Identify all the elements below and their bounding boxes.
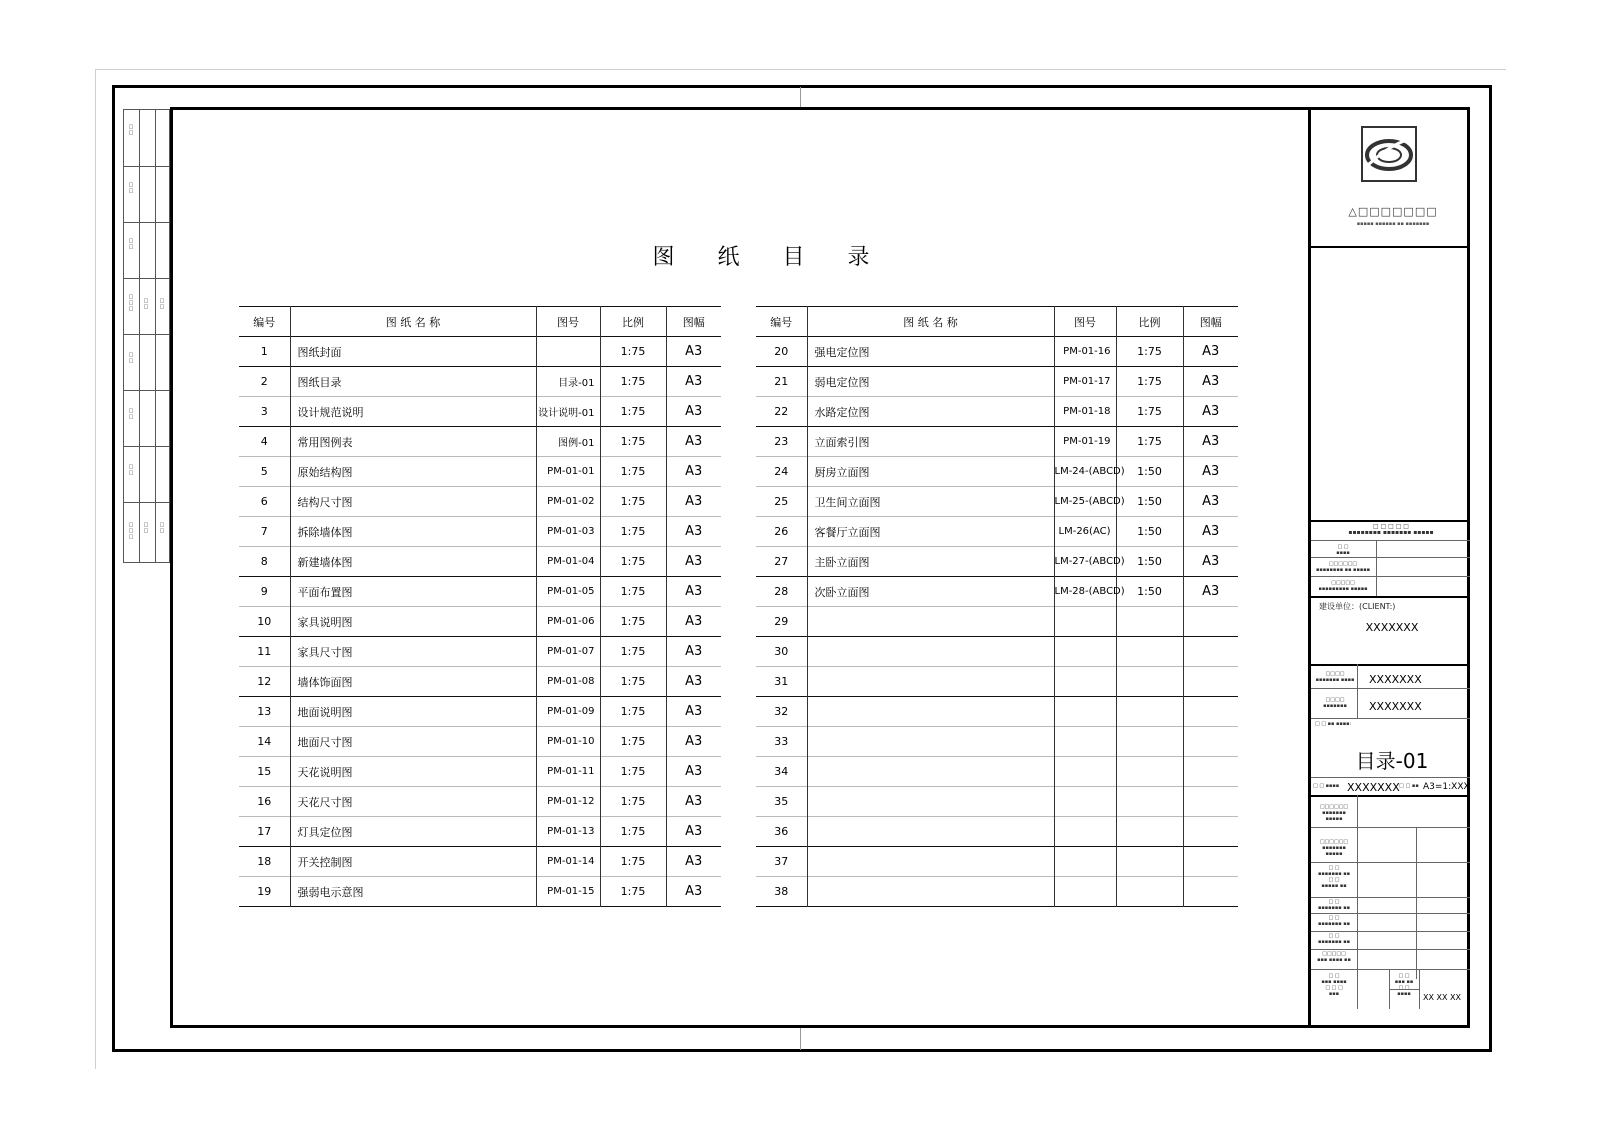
cell-num: 14 [239,727,290,757]
title-block [1308,107,1470,1028]
cell-num: 18 [239,847,290,877]
cell-size [1183,757,1238,787]
drawing-catalog-table-left [239,306,721,907]
cell-name: 主卧立面图 [807,547,1054,577]
file-code: XXXXXXX [1347,781,1400,794]
cell-name: 平面布置图 [290,577,536,607]
stamp-label-3: □□□□□ ▪▪▪▪▪▪▪▪▪ ▪▪▪▪▪ [1318,580,1368,592]
cell-scale: 1:75 [600,697,666,727]
cell-name: 地面尺寸图 [290,727,536,757]
table-row [239,487,721,517]
cell-size: A3 [666,787,721,817]
cell-scale [1116,877,1183,907]
company-name-logo-en: ▪▪▪▪▪ ▪▪▪▪▪▪ ▪▪ ▪▪▪▪▪▪▪ [1356,221,1430,227]
cell-size: A3 [666,427,721,457]
cell-code: LM-25-(ABCD) [1054,487,1116,517]
client-value: XXXXXXX [1365,621,1419,634]
header-scale: 比例 [600,307,666,337]
table-row [239,607,721,637]
table-row [239,787,721,817]
cell-code [536,337,600,367]
cell-code: PM-01-18 [1054,397,1116,427]
cell-name [807,787,1054,817]
cell-name: 新建墙体图 [290,547,536,577]
cell-name [807,877,1054,907]
header-size: 图幅 [1183,307,1238,337]
cell-name: 天花说明图 [290,757,536,787]
table-row [756,757,1238,787]
cell-name: 常用图例表 [290,427,536,457]
table-row [239,367,721,397]
cell-size [1183,847,1238,877]
cell-size: A3 [1183,577,1238,607]
cell-num: 25 [756,487,807,517]
scale-text: A3=1:XXX [1423,782,1470,792]
table-header [239,307,721,337]
cell-size: A3 [666,727,721,757]
cell-code: PM-01-12 [536,787,600,817]
cell-size: A3 [666,367,721,397]
cell-size: A3 [666,577,721,607]
cell-scale: 1:75 [1116,427,1183,457]
cell-size: A3 [666,607,721,637]
cell-size: A3 [1183,517,1238,547]
cell-name [807,697,1054,727]
cell-scale: 1:75 [600,607,666,637]
table-row [239,667,721,697]
cell-num: 21 [756,367,807,397]
cell-scale [1116,787,1183,817]
cell-scale [1116,667,1183,697]
cell-num: 28 [756,577,807,607]
subproject-value: XXXXXXX [1369,700,1422,713]
cell-size: A3 [1183,487,1238,517]
cell-code [1054,847,1116,877]
cell-code [1054,607,1116,637]
cell-num: 15 [239,757,290,787]
cell-code: 目录-01 [536,367,600,397]
cell-code: PM-01-05 [536,577,600,607]
cell-size: A3 [666,337,721,367]
cell-num: 6 [239,487,290,517]
cell-scale: 1:50 [1116,577,1183,607]
project-label: □□□□ ▪▪▪▪▪▪▪ ▪▪▪▪ [1315,671,1355,683]
reviewer-label: □ □ ▪▪▪▪▪▪▪ ▪▪ [1317,915,1351,927]
cell-scale [1116,637,1183,667]
table-row [756,487,1238,517]
cell-code: PM-01-06 [536,607,600,637]
cell-num: 38 [756,877,807,907]
table-row [756,607,1238,637]
table-row [756,427,1238,457]
table-row [756,457,1238,487]
cell-size: A3 [1183,397,1238,427]
table-row [239,757,721,787]
cell-code: PM-01-17 [1054,367,1116,397]
cell-size: A3 [666,757,721,787]
cell-code [1054,757,1116,787]
table-row [756,877,1238,907]
cell-scale: 1:75 [600,367,666,397]
cell-code: PM-01-13 [536,817,600,847]
design-stamp-heading: □ □ □ □ □ ▪▪▪▪▪▪▪▪ ▪▪▪▪▪▪▪ ▪▪▪▪▪ [1348,523,1434,536]
cell-num: 11 [239,637,290,667]
table-row [239,637,721,667]
cell-num: 30 [756,637,807,667]
cell-name [807,607,1054,637]
table-row [239,817,721,847]
cell-size [1183,727,1238,757]
cell-size [1183,787,1238,817]
cell-num: 8 [239,547,290,577]
table-row [756,637,1238,667]
cell-size: A3 [1183,367,1238,397]
cell-code: PM-01-11 [536,757,600,787]
cell-name: 地面说明图 [290,697,536,727]
table-row [756,697,1238,727]
cell-name [807,727,1054,757]
cell-code: 设计说明-01 [536,397,600,427]
center-mark-bottom [800,1028,801,1050]
cell-size: A3 [666,697,721,727]
cell-code: PM-01-02 [536,487,600,517]
scale-label: □ □ ▪▪ [1399,783,1419,789]
cell-size: A3 [1183,457,1238,487]
table-row [239,877,721,907]
cell-scale: 1:75 [600,547,666,577]
project-manager-label: □□□□□ ▪▪▪ ▪▪▪▪ ▪▪ [1317,951,1351,963]
cell-scale: 1:75 [600,577,666,607]
cell-code: LM-24-(ABCD) [1054,457,1116,487]
cell-size: A3 [666,847,721,877]
table-row [239,577,721,607]
company-logo-icon [1360,125,1418,183]
cell-num: 27 [756,547,807,577]
cell-scale: 1:75 [600,397,666,427]
approver-label: □ □ ▪▪▪▪▪▪▪ ▪▪ [1317,933,1351,945]
cell-code: PM-01-07 [536,637,600,667]
table-row [756,817,1238,847]
cell-code [1054,817,1116,847]
cell-scale: 1:75 [600,457,666,487]
header-name: 图 纸 名 称 [290,307,536,337]
drawing-name-label: □ □ ▪▪ ▪▪▪▪: [1315,721,1352,727]
cell-name: 图纸封面 [290,337,536,367]
cell-name: 设计规范说明 [290,397,536,427]
cell-scale [1116,697,1183,727]
table-row [239,727,721,757]
table-row [239,847,721,877]
table-row [239,517,721,547]
cell-scale: 1:50 [1116,487,1183,517]
cell-name: 原始结构图 [290,457,536,487]
cell-name: 结构尺寸图 [290,487,536,517]
cell-scale [1116,847,1183,877]
table-row [239,397,721,427]
center-mark-top [800,87,801,107]
cell-scale: 1:75 [600,667,666,697]
cell-name: 墙体饰面图 [290,667,536,697]
leader-label: □□□□□□ ▪▪▪▪▪▪▪ ▪▪▪▪▪ [1319,804,1349,822]
cell-num: 19 [239,877,290,907]
cell-name: 水路定位图 [807,397,1054,427]
cell-code: PM-01-19 [1054,427,1116,457]
cell-name: 家具尺寸图 [290,637,536,667]
cell-code: LM-26(AC) [1054,517,1116,547]
cell-num: 12 [239,667,290,697]
project-value: XXXXXXX [1369,673,1422,686]
cell-scale: 1:75 [600,427,666,457]
cell-scale: 1:75 [600,487,666,517]
table-row [756,727,1238,757]
sheet-code-label: □ □ ▪▪▪ ▪▪ □ □ ▪▪▪▪ [1394,973,1414,997]
stamp-label-2: □□□□□□ ▪▪▪▪▪▪▪▪ ▪▪ ▪▪▪▪▪ [1315,561,1370,573]
header-size: 图幅 [666,307,721,337]
sheet-guide-top [96,69,1506,70]
drawing-number: 目录-01 [1355,749,1429,773]
cell-name [807,667,1054,697]
table-row [756,847,1238,877]
cell-num: 34 [756,757,807,787]
cell-name [807,817,1054,847]
header-num: 编号 [756,307,807,337]
cell-code: PM-01-10 [536,727,600,757]
file-code-label: □ □ ▪▪▪▪ [1313,783,1340,789]
table-row [239,457,721,487]
cell-name [807,757,1054,787]
cell-code: PM-01-08 [536,667,600,697]
cell-num: 23 [756,427,807,457]
cell-size: A3 [666,397,721,427]
company-name-logo: △□□□□□□□ [1348,205,1438,218]
cell-code: PM-01-01 [536,457,600,487]
cell-size: A3 [666,547,721,577]
cell-size [1183,607,1238,637]
cell-num: 5 [239,457,290,487]
cell-code: LM-27-(ABCD) [1054,547,1116,577]
cell-num: 10 [239,607,290,637]
header-name: 图 纸 名 称 [807,307,1054,337]
cell-name: 次卧立面图 [807,577,1054,607]
cell-name: 卫生间立面图 [807,487,1054,517]
cell-name: 灯具定位图 [290,817,536,847]
cell-scale: 1:75 [600,337,666,367]
cell-size [1183,817,1238,847]
cell-size: A3 [666,817,721,847]
cell-name: 立面索引图 [807,427,1054,457]
cell-code: PM-01-16 [1054,337,1116,367]
cell-name: 强弱电示意图 [290,877,536,907]
cell-size: A3 [666,877,721,907]
cell-name: 客餐厅立面图 [807,517,1054,547]
cell-size: A3 [1183,337,1238,367]
cell-code: LM-28-(ABCD) [1054,577,1116,607]
cell-num: 22 [756,397,807,427]
cell-scale: 1:75 [600,817,666,847]
cell-name: 强电定位图 [807,337,1054,367]
cell-code: PM-01-09 [536,697,600,727]
cell-scale: 1:50 [1116,517,1183,547]
cell-name: 厨房立面图 [807,457,1054,487]
cell-num: 32 [756,697,807,727]
cell-code [1054,667,1116,697]
cell-size: A3 [666,637,721,667]
cell-size [1183,667,1238,697]
stamp-label-1: □ □ ▪▪▪▪ [1336,544,1350,556]
header-scale: 比例 [1116,307,1183,337]
cell-size: A3 [666,517,721,547]
cell-num: 29 [756,607,807,637]
cell-num: 17 [239,817,290,847]
page-title: 图 纸 目 录 [652,245,888,270]
cell-name: 拆除墙体图 [290,517,536,547]
cell-code: PM-01-03 [536,517,600,547]
cell-scale: 1:75 [600,727,666,757]
cell-size: A3 [1183,547,1238,577]
table-row [756,397,1238,427]
cell-num: 1 [239,337,290,367]
table-row [756,577,1238,607]
designer-label: □ □ ▪▪▪▪▪▪▪ ▪▪ □ □ ▪▪▪▪▪ ▪▪ [1317,865,1351,889]
table-row [756,667,1238,697]
cell-scale: 1:75 [600,637,666,667]
table-row [756,787,1238,817]
cell-num: 16 [239,787,290,817]
sheet-guide-left [95,69,96,1069]
cell-name [807,637,1054,667]
cell-name: 弱电定位图 [807,367,1054,397]
cell-size: A3 [666,667,721,697]
cell-code [1054,877,1116,907]
header-code: 图号 [1054,307,1116,337]
cell-num: 33 [756,727,807,757]
cell-size: A3 [666,487,721,517]
subproject-label: □□□□ ▪▪▪▪▪▪▪ [1323,697,1347,709]
cell-code [1054,787,1116,817]
cell-scale [1116,607,1183,637]
header-num: 编号 [239,307,290,337]
cell-size [1183,697,1238,727]
table-row [756,517,1238,547]
cell-scale [1116,757,1183,787]
cell-size: A3 [1183,427,1238,457]
chief-designer-label: □□□□□□ ▪▪▪▪▪▪▪ ▪▪▪▪▪ [1319,839,1349,857]
table-row [239,547,721,577]
cell-num: 4 [239,427,290,457]
table-row [756,337,1238,367]
client-label: 建设单位：(CLIENT:) [1319,602,1396,611]
cell-num: 20 [756,337,807,367]
cell-size [1183,637,1238,667]
cell-num: 36 [756,817,807,847]
sheet-no-label: □ □ ▪▪▪ ▪▪▪▪ □ □ □ ▪▪▪ [1321,973,1347,997]
cell-name: 开关控制图 [290,847,536,877]
cell-code [1054,637,1116,667]
cell-num: 13 [239,697,290,727]
cell-size [1183,877,1238,907]
cell-name: 家具说明图 [290,607,536,637]
cell-num: 31 [756,667,807,697]
cell-scale: 1:75 [600,847,666,877]
cell-scale: 1:75 [600,517,666,547]
cell-scale: 1:75 [1116,367,1183,397]
cell-scale: 1:75 [600,757,666,787]
cell-num: 24 [756,457,807,487]
cell-scale [1116,727,1183,757]
cell-code [1054,697,1116,727]
cell-num: 2 [239,367,290,397]
cell-scale: 1:75 [1116,397,1183,427]
cell-code: PM-01-14 [536,847,600,877]
cell-num: 26 [756,517,807,547]
cell-num: 35 [756,787,807,817]
date-value: XX XX XX [1423,993,1461,1002]
table-row [239,337,721,367]
binding-signature-strip: □ □ □ □ □ □ □ □ □ □ □ □ □ □ □ □ □ □ □ □ □ □ □ □ □ □ [123,109,170,563]
table-row [239,427,721,457]
cell-name [807,847,1054,877]
cell-num: 3 [239,397,290,427]
table-row [239,697,721,727]
cell-num: 9 [239,577,290,607]
cell-code: PM-01-15 [536,877,600,907]
cell-scale: 1:75 [600,787,666,817]
cell-scale: 1:75 [1116,337,1183,367]
cell-name: 图纸目录 [290,367,536,397]
table-row [756,547,1238,577]
cell-num: 37 [756,847,807,877]
cell-size: A3 [666,457,721,487]
cell-num: 7 [239,517,290,547]
cell-scale: 1:50 [1116,547,1183,577]
header-code: 图号 [536,307,600,337]
cell-code [1054,727,1116,757]
table-header [756,307,1238,337]
cell-scale [1116,817,1183,847]
cell-code: PM-01-04 [536,547,600,577]
checker-label: □ □ ▪▪▪▪▪▪▪ ▪▪ [1317,899,1351,911]
cell-code: 图例-01 [536,427,600,457]
cell-name: 天花尺寸图 [290,787,536,817]
drawing-catalog-table-right [756,306,1238,907]
table-row [756,367,1238,397]
cell-scale: 1:50 [1116,457,1183,487]
cell-scale: 1:75 [600,877,666,907]
